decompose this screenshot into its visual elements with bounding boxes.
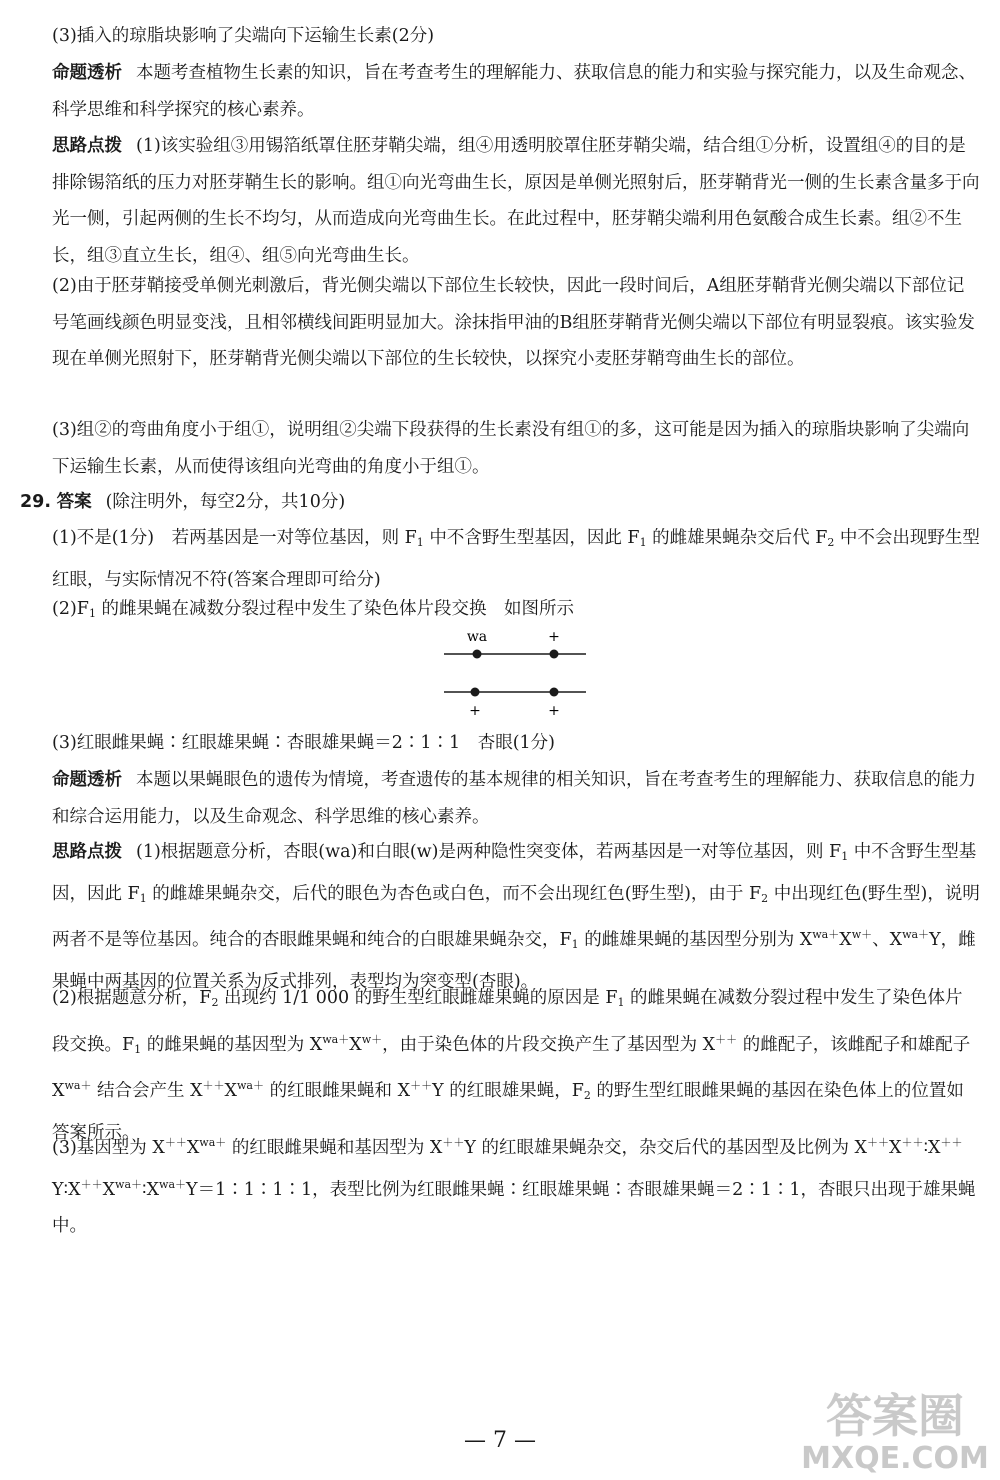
label-bottom-right: + bbox=[548, 703, 560, 719]
hint-paragraph-1: 思路点拨 (1)该实验组③用锡箔纸罩住胚芽鞘尖端，组④用透明胶罩住胚芽鞘尖端，结合组①分析，设置组④的目的是排除锡箔纸的压力对胚芽鞘生长的影响。组①向光弯曲生长，原因是单侧光照射后，胚芽鞘背光一侧的生长素含量多于向光一侧，引起两侧的生长不均匀，从而造成向光弯曲生长。在此过程中，胚芽鞘尖端利用色氨酸合成生长素。组②不生长，组③直立生长，组④、组⑤向光弯曲生长。 bbox=[52, 136, 980, 266]
analysis-paragraph-29: 命题透析 本题以果蝇眼色的遗传为情境，考查遗传的基本规律的相关知识，旨在考查考生的理解能力、获取信息的能力和综合运用能力，以及生命观念、科学思维的核心素养。 bbox=[52, 770, 976, 827]
watermark-text: 答案圈 bbox=[826, 1389, 964, 1443]
question-29-header: 29. 答案 (除注明外，每空2分，共10分) bbox=[20, 492, 346, 512]
analysis-paragraph: 命题透析 本题考查植物生长素的知识，旨在考查考生的理解能力、获取信息的能力和实验与探究能力，以及生命观念、科学思维和科学探究的核心素养。 bbox=[52, 63, 976, 120]
label-bottom-left: + bbox=[469, 703, 481, 719]
locus-top-left bbox=[473, 650, 482, 659]
chromosome-diagram bbox=[430, 625, 610, 725]
question-number: 29. bbox=[20, 492, 52, 512]
analysis-tag-29: 命题透析 bbox=[52, 770, 122, 790]
locus-bottom-left bbox=[471, 688, 480, 697]
hint-paragraph-3: (3)组②的弯曲角度小于组①，说明组②尖端下段获得的生长素没有组①的多，这可能是因为插入的琼脂块影响了尖端向下运输生长素，从而使得该组向光弯曲的角度小于组①。 bbox=[52, 420, 970, 477]
locus-top-right bbox=[550, 650, 559, 659]
label-top-right: + bbox=[548, 629, 560, 645]
label-top-left: wa bbox=[466, 629, 488, 645]
hint-tag-29: 思路点拨 bbox=[52, 842, 122, 862]
hint-tag: 思路点拨 bbox=[52, 136, 122, 156]
answer-tag: 答案 bbox=[56, 492, 92, 512]
analysis-tag: 命题透析 bbox=[52, 63, 122, 83]
answer-2: $(2)F_1$ 的雌果蝇在减数分裂过程中发生了染色体片段交换 如图所示 bbox=[52, 599, 574, 620]
answer-1: (1)不是(1分) 若两基因是一对等位基因，则 $F_1$ 中不含野生型基因，因此 $F_1$ 的雌雄果蝇杂交后代 $F_2$ 中不会出现野生型红眼，与实际情况不符(答案合理即可给分) bbox=[52, 528, 980, 590]
hint-paragraph-2: (2)由于胚芽鞘接受单侧光刺激后，背光侧尖端以下部位生长较快，因此一段时间后，A组胚芽鞘背光侧尖端以下部位记号笔画线颜色明显变浅，且相邻横线间距明显加大。涂抹指甲油的B组胚芽鞘背光侧尖端以下部位有明显裂痕。该实验发现在单侧光照射下，胚芽鞘背光侧尖端以下部位的生长较快，以探究小麦胚芽鞘弯曲生长的部位。 bbox=[52, 276, 975, 369]
answer-line-3: (3)插入的琼脂块影响了尖端向下运输生长素(2分) bbox=[52, 26, 435, 46]
answer-3: (3)红眼雌果蝇∶红眼雄果蝇∶杏眼雄果蝇＝2∶1∶1 杏眼(1分) bbox=[52, 733, 555, 753]
watermark-url: MXQE.COM bbox=[801, 1441, 989, 1475]
locus-bottom-right bbox=[550, 688, 559, 697]
hint-paragraph-29-3: (3)基因型为 $X^{++}X^{wa+}$ 的红眼雌果蝇和基因型为 X＋＋Y 的红眼雄果蝇杂交，杂交后代的基因型及比例为 $X^{++}X^{++}∶X^{++}Y∶X^{++}X^{wa+}∶X^{wa+}Y=1∶1∶1∶1$，表型比例为红眼雌果蝇∶红眼雄果蝇∶杏眼雄果蝇＝2∶1∶1，杏眼只出现于雄果蝇中。 bbox=[52, 1136, 976, 1236]
hint-paragraph-29-2: (2)根据题意分析，$F_2$ 出现约 1/1 000 的野生型红眼雌雄果蝇的原因是 $F_1$ 的雌果蝇在减数分裂过程中发生了染色体片段交换。$F_1$ 的雌果蝇的基因型为 $X^{wa+}X^{w+}$，由于染色体的片段交换产生了基因型为 X＋＋ 的雌配子，该雌配子和雄配子 $X^{wa+}$ 结合会产生 $X^{++}X^{wa+}$ 的红眼雌果蝇和 X＋＋Y 的红眼雄果蝇，$F_2$ 的野生型红眼雌果蝇的基因在染色体上的位置如答案所示。 bbox=[52, 988, 971, 1143]
hint-paragraph-29-1: 思路点拨 (1)根据题意分析，杏眼(wa)和白眼(w)是两种隐性突变体，若两基因是一对等位基因，则 $F_1$ 中不含野生型基因，因此 $F_1$ 的雌雄果蝇杂交，后代的眼色为杏色或白色，而不会出现红色(野生型)，由于 $F_2$ 中出现红色(野生型)，说明两者不是等位基因。纯合的杏眼雌果蝇和纯合的白眼雄果蝇杂交，$F_1$ 的雌雄果蝇的基因型分别为 $X^{wa+}X^{w+}$、$X^{wa+}Y$，雌果蝇中两基因的位置关系为反式排列，表型均为突变型(杏眼)。 bbox=[52, 842, 980, 992]
page-number: — 7 — bbox=[464, 1428, 536, 1453]
